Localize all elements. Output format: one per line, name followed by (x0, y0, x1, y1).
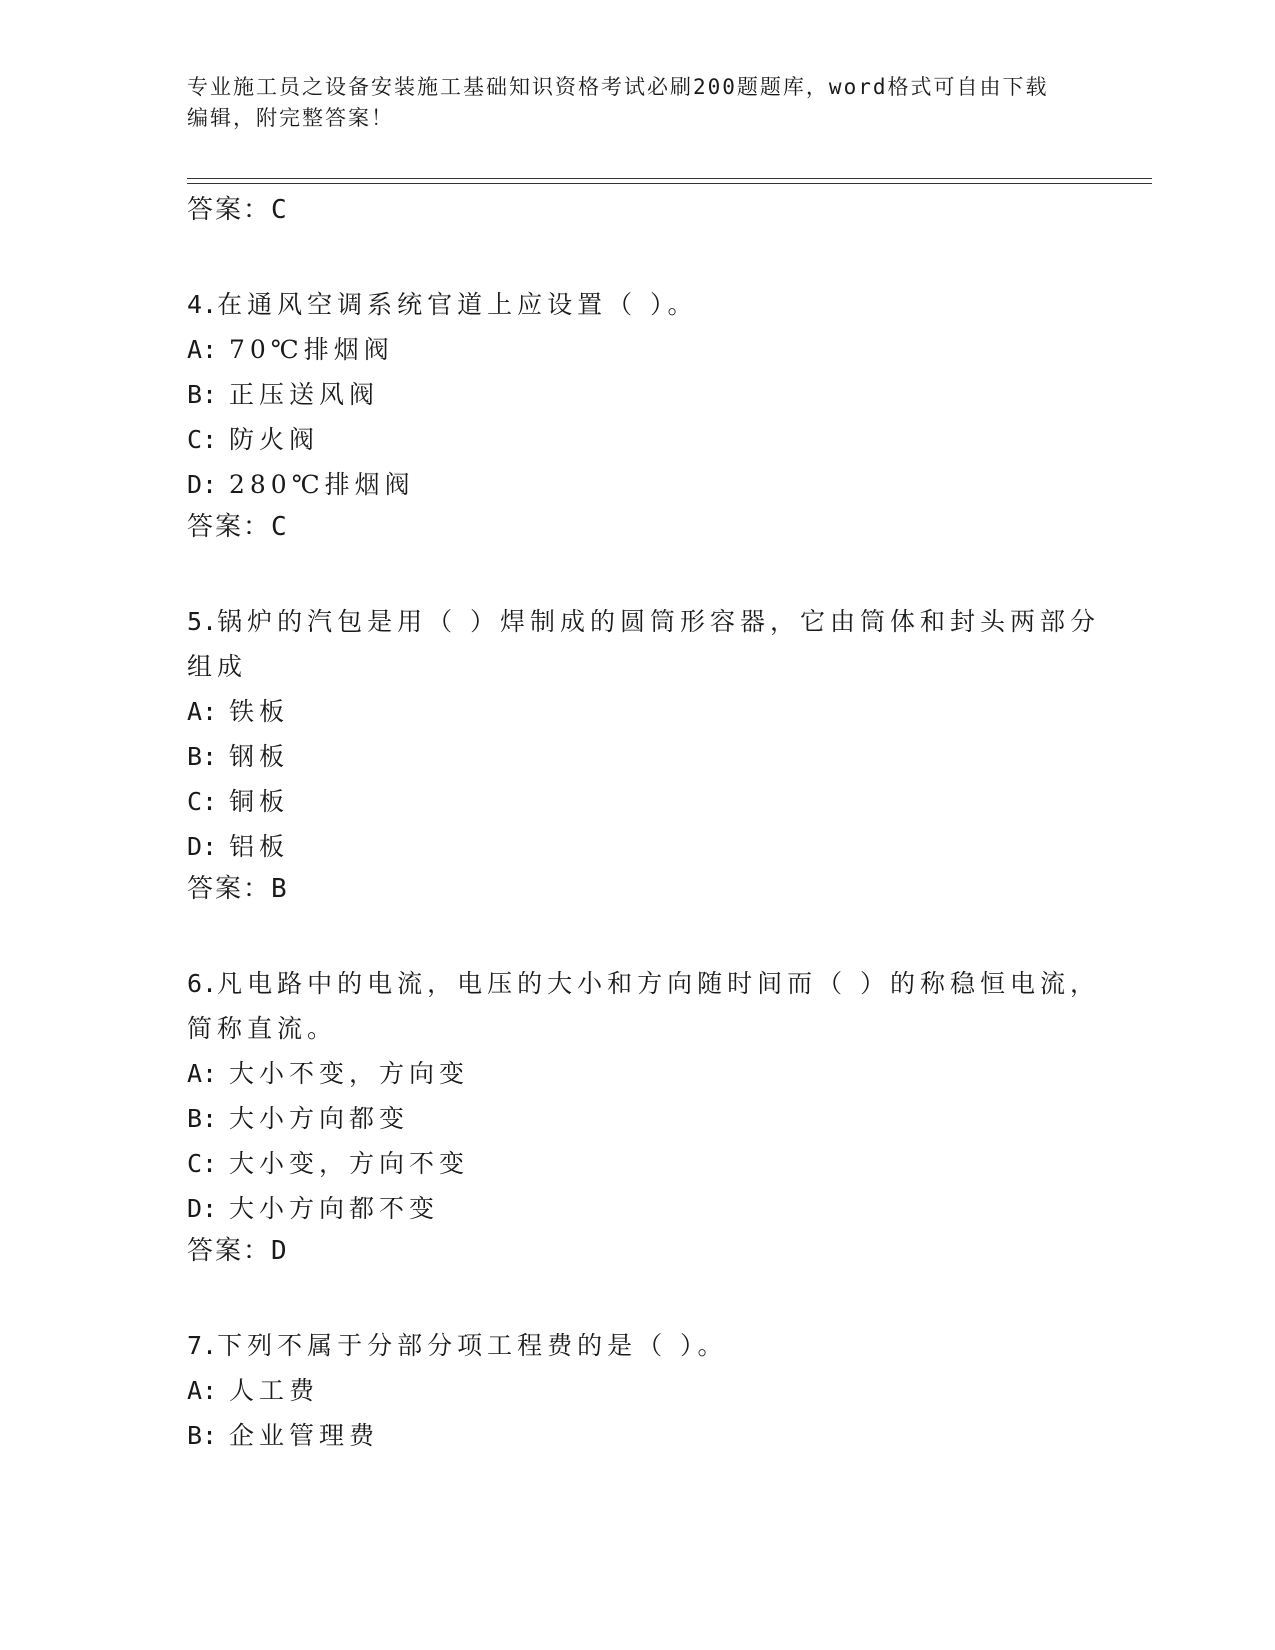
option-key: A: (187, 697, 218, 726)
option-item (187, 417, 1107, 462)
option-key: B: (187, 1421, 218, 1450)
option-text: 70℃排烟阀 (229, 335, 394, 364)
question-number: 5. (187, 607, 218, 636)
option-item (187, 1186, 1107, 1231)
question-number: 6. (187, 969, 218, 998)
question-stem: 凡电路中的电流，电压的大小和方向随时间而（ ）的称稳恒电流，简称直流。 (187, 969, 1101, 1043)
question-stem: 在通风空调系统官道上应设置（ ）。 (217, 290, 698, 319)
option-item (187, 734, 1107, 779)
option-text: 大小方向都变 (229, 1104, 410, 1133)
answer-value: D (271, 1236, 289, 1266)
question-number: 4. (187, 290, 218, 319)
option-item (187, 1051, 1107, 1096)
option-text: 铝板 (229, 832, 290, 861)
option-text: 280℃排烟阀 (229, 470, 415, 499)
option-item (187, 1141, 1107, 1186)
header-divider-bottom (187, 183, 1152, 184)
answer-value: C (271, 512, 289, 542)
option-key: A: (187, 335, 218, 364)
question-number: 7. (187, 1331, 218, 1360)
question-block (187, 282, 1107, 547)
question-text (187, 961, 1107, 1051)
option-item (187, 327, 1107, 372)
option-item (187, 372, 1107, 417)
question-stem: 下列不属于分部分项工程费的是（ ）。 (217, 1331, 728, 1360)
question-block (187, 961, 1107, 1271)
option-text: 防火阀 (229, 425, 320, 454)
option-item (187, 1413, 1107, 1458)
question-block (187, 1323, 1107, 1458)
option-item (187, 824, 1107, 869)
document-header: 专业施工员之设备安装施工基础知识资格考试必刷200题题库，word格式可自由下载编辑，附完整答案！ (187, 75, 1049, 130)
question-text (187, 1323, 1107, 1368)
option-key: D: (187, 470, 218, 499)
answer-label: 答案： (187, 195, 272, 225)
option-key: A: (187, 1376, 218, 1405)
option-key: D: (187, 832, 218, 861)
option-text: 人工费 (229, 1376, 320, 1405)
option-key: D: (187, 1194, 218, 1223)
question-list (187, 190, 1107, 1458)
option-key: B: (187, 380, 218, 409)
answer-line (187, 507, 1107, 547)
option-key: C: (187, 787, 218, 816)
option-key: B: (187, 1104, 218, 1133)
option-text: 企业管理费 (229, 1421, 380, 1450)
option-text: 大小不变，方向变 (229, 1059, 470, 1088)
option-item (187, 1096, 1107, 1141)
option-key: C: (187, 1149, 218, 1178)
option-text: 大小方向都不变 (229, 1194, 440, 1223)
header-divider-top (187, 178, 1152, 179)
question-block (187, 599, 1107, 909)
option-item (187, 779, 1107, 824)
answer-label: 答案： (187, 874, 272, 904)
answer-label: 答案： (187, 1236, 272, 1266)
option-item (187, 689, 1107, 734)
option-key: A: (187, 1059, 218, 1088)
answer-line (187, 190, 1107, 230)
option-text: 大小变，方向不变 (229, 1149, 470, 1178)
option-text: 铁板 (229, 697, 290, 726)
question-text (187, 282, 1107, 327)
option-item (187, 1368, 1107, 1413)
option-key: B: (187, 742, 218, 771)
option-text: 正压送风阀 (229, 380, 380, 409)
answer-value: B (271, 874, 289, 904)
option-text: 钢板 (229, 742, 290, 771)
answer-value: C (271, 195, 289, 225)
question-text (187, 599, 1107, 689)
option-key: C: (187, 425, 218, 454)
option-item (187, 462, 1107, 507)
option-text: 铜板 (229, 787, 290, 816)
answer-label: 答案： (187, 512, 272, 542)
question-stem: 锅炉的汽包是用（ ）焊制成的圆筒形容器，它由筒体和封头两部分组成 (187, 607, 1101, 681)
answer-line (187, 1231, 1107, 1271)
answer-line (187, 869, 1107, 909)
